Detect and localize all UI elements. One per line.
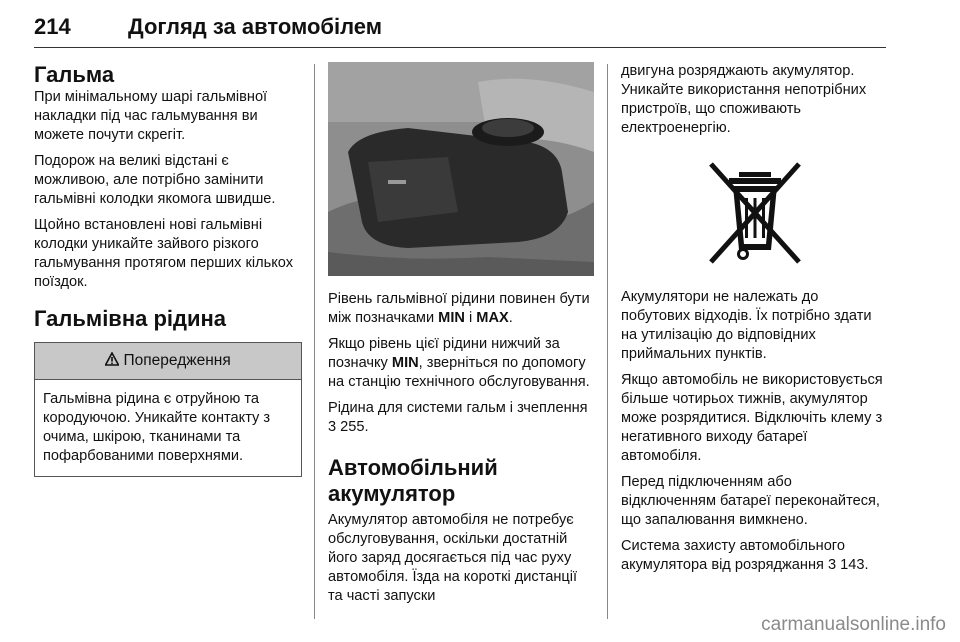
battery-protection-text: Система захисту автомобільного акумулятора від розряджання — [621, 538, 845, 573]
battery-paragraph-4: Перед підключенням або відключенням батареї переконайтеся, що запалювання вимкнено. — [621, 474, 880, 528]
warning-box — [34, 342, 302, 477]
brakes-paragraph-2: Подорож на великі відстані є можливою, але потрібно замінити гальмівні колодки якомога швидше. — [34, 153, 276, 207]
column-right — [621, 62, 889, 582]
brakes-paragraph-3: Щойно встановлені нові гальмівні колодки уникайте зайвого різкого гальмування протягом перших кількох поїздок. — [34, 217, 294, 290]
low-level-text-end: , зверніться по допомогу на станцію технічного обслуговування. — [328, 355, 590, 390]
battery-paragraph-5 — [621, 537, 889, 575]
column-divider-1 — [314, 64, 315, 619]
warning-header — [35, 343, 301, 380]
column-left — [34, 62, 302, 477]
low-level-text: Якщо рівень цієї рідини нижчий за позначку — [328, 336, 560, 371]
watermark: carmanualsonline.info — [761, 614, 946, 635]
low-level-paragraph — [328, 335, 594, 392]
fluid-level-text: Рівень гальмівної рідини повинен бути між позначками — [328, 291, 590, 326]
battery-paragraph-1: Акумулятор автомобіля не потребує обслуговування, оскільки достатній його заряд досягається під час руху автомобіля. Їзда на короткі дистанції та часті запуски — [328, 512, 578, 604]
min-mark-label: MIN — [438, 310, 465, 326]
max-mark-label: MAX — [476, 310, 509, 326]
section-title-battery — [328, 455, 594, 507]
fluid-level-end: . — [508, 310, 513, 326]
column-middle — [328, 62, 594, 613]
brake-fluid-reservoir-photo — [328, 62, 594, 276]
header-rule — [34, 47, 886, 48]
section-title-brakes: Гальма — [34, 62, 115, 87]
section-title-brake-fluid: Гальмівна рідина — [34, 306, 227, 331]
battery-title-line1: Автомобільний — [328, 455, 498, 480]
fluid-level-conj: і — [464, 310, 477, 326]
battery-title-line2: акумулятор — [328, 481, 456, 506]
brakes-paragraph-1: При мінімальному шарі гальмівної накладки під час гальмування ви можете почути скрегіт. — [34, 89, 268, 143]
page-reference-link[interactable]: 3 255. — [328, 419, 369, 435]
warning-label: Попередження — [123, 352, 231, 369]
fluid-reference-paragraph — [328, 399, 594, 437]
crossed-out-bin-icon — [703, 158, 807, 268]
page-header — [34, 10, 886, 44]
fluid-reference-text: Рідина для системи гальм і зчеплення — [328, 400, 588, 416]
column-divider-2 — [607, 64, 608, 619]
battery-paragraph-1-cont: двигуна розряджають акумулятор. Уникайте використання непотрібних пристроїв, що споживають електроенергію. — [621, 63, 867, 136]
warning-triangle-icon — [105, 352, 123, 369]
page-reference-link-2[interactable]: 3 143. — [827, 557, 869, 573]
battery-paragraph-3: Якщо автомобіль не використовується більше чотирьох тижнів, акумулятор може розрядитися. Відключіть клему з негативного виходу батареї автомобіля. — [621, 372, 883, 464]
chapter-title: Догляд за автомобілем — [128, 14, 383, 39]
min-mark-label-2: MIN — [391, 355, 419, 371]
battery-paragraph-2: Акумулятори не належать до побутових відходів. Їх потрібно здати на утилізацію до відповідних приймальних пунктів. — [621, 289, 872, 362]
page-number: 214 — [34, 14, 71, 39]
warning-text: Гальмівна рідина є отруйною та кородуючою. Уникайте контакту з очима, шкірою, тканинами та пофарбованими поверхнями. — [43, 391, 271, 464]
fluid-level-paragraph — [328, 290, 594, 328]
